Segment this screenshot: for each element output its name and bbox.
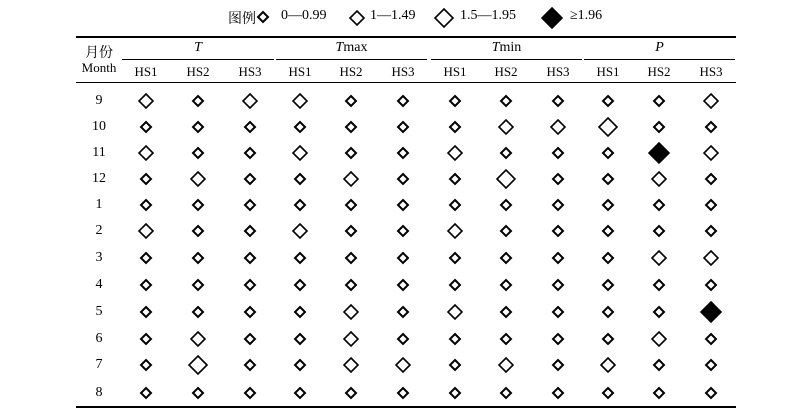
diamond-marker-low (430, 114, 480, 140)
diamond-marker-low (275, 114, 325, 140)
diamond-marker-low (686, 166, 736, 192)
month-label: 1 (95, 197, 103, 212)
diamond-marker-low (173, 218, 223, 244)
diamond-marker-medium (481, 114, 531, 140)
diamond-marker-low (686, 380, 736, 406)
diamond-marker-medium (173, 326, 223, 352)
diamond-marker-low (173, 140, 223, 166)
diamond-marker-medium (686, 245, 736, 271)
diamond-marker-low (225, 380, 275, 406)
group-header-tmax: Tmax (335, 40, 368, 55)
diamond-marker-medium (634, 166, 684, 192)
diamond-marker-low (481, 218, 531, 244)
diamond-marker-low (634, 272, 684, 298)
diamond-marker-low (533, 245, 583, 271)
legend-label-level-3: ≥1.96 (570, 8, 603, 23)
group-header-tmin: Tmin (491, 40, 522, 55)
diamond-marker-low (533, 299, 583, 325)
diamond-marker-low (275, 245, 325, 271)
group-header-t: T (194, 40, 202, 55)
diamond-marker-medium (173, 166, 223, 192)
sub-header-hs3: HS3 (391, 64, 415, 79)
diamond-marker-low (378, 380, 428, 406)
diamond-marker-low (430, 380, 480, 406)
diamond-marker-low (634, 192, 684, 218)
diamond-marker-medium (481, 352, 531, 378)
diamond-marker-medium (326, 326, 376, 352)
diamond-marker-low (378, 326, 428, 352)
diamond-marker-low (634, 380, 684, 406)
diamond-marker-low (533, 326, 583, 352)
legend-label-level-2: 1.5—1.95 (460, 8, 516, 23)
diamond-marker-low (225, 192, 275, 218)
table-bottom-rule (76, 406, 736, 408)
diamond-marker-medium (121, 218, 171, 244)
diamond-marker-low (121, 299, 171, 325)
diamond-marker-low (378, 245, 428, 271)
diamond-marker-low (481, 192, 531, 218)
diamond-marker-medium (686, 88, 736, 114)
diamond-marker-low (430, 192, 480, 218)
group-header-p: P (655, 40, 664, 55)
diamond-marker-low (481, 88, 531, 114)
diamond-marker-medium (430, 140, 480, 166)
diamond-marker-low (225, 218, 275, 244)
month-label: 4 (95, 277, 103, 292)
diamond-marker-low (378, 192, 428, 218)
diamond-marker-low (533, 352, 583, 378)
diamond-marker-low (533, 192, 583, 218)
diamond-marker-low (430, 352, 480, 378)
month-label: 2 (95, 223, 103, 238)
diamond-marker-low (533, 272, 583, 298)
diamond-marker-low (173, 88, 223, 114)
diamond-marker-low (583, 299, 633, 325)
month-label: 3 (95, 250, 103, 265)
month-header-cn: 月份 (85, 46, 113, 61)
sub-header-hs1: HS1 (443, 64, 467, 79)
diamond-marker-medium (326, 299, 376, 325)
group-underline (122, 59, 274, 60)
diamond-marker-low (481, 299, 531, 325)
table-header-rule (76, 82, 736, 83)
diamond-marker-low (583, 245, 633, 271)
sub-header-hs3: HS3 (238, 64, 262, 79)
sub-header-hs1: HS1 (596, 64, 620, 79)
diamond-marker-low (430, 326, 480, 352)
diamond-marker-medium (430, 299, 480, 325)
diamond-marker-low (533, 140, 583, 166)
diamond-marker-low (275, 380, 325, 406)
diamond-marker-low (378, 272, 428, 298)
month-label: 10 (92, 119, 106, 134)
month-label: 6 (95, 331, 103, 346)
diamond-marker-low (686, 192, 736, 218)
diamond-marker-low (173, 192, 223, 218)
sub-header-hs1: HS1 (288, 64, 312, 79)
diamond-marker-low (225, 272, 275, 298)
diamond-marker-low (583, 380, 633, 406)
sub-header-hs3: HS3 (699, 64, 723, 79)
diamond-marker-medium (275, 218, 325, 244)
diamond-marker-low (430, 272, 480, 298)
sub-header-hs2: HS2 (186, 64, 210, 79)
diamond-marker-low (583, 218, 633, 244)
diamond-marker-low (173, 114, 223, 140)
month-header-en: Month (81, 60, 117, 75)
sub-header-hs2: HS2 (494, 64, 518, 79)
diamond-marker-low (481, 380, 531, 406)
diamond-marker-low (481, 245, 531, 271)
diamond-marker-medium (634, 326, 684, 352)
diamond-marker-low (481, 326, 531, 352)
diamond-marker-low (634, 114, 684, 140)
diamond-marker-significant (634, 140, 684, 166)
diamond-marker-low (378, 299, 428, 325)
diamond-marker-low (326, 380, 376, 406)
diamond-marker-low (686, 352, 736, 378)
diamond-marker-medium (225, 88, 275, 114)
diamond-marker-medium (121, 88, 171, 114)
diamond-marker-low (583, 140, 633, 166)
sub-header-hs2: HS2 (339, 64, 363, 79)
diamond-marker-low (225, 140, 275, 166)
diamond-marker-low (378, 114, 428, 140)
diamond-marker-low (430, 88, 480, 114)
diamond-marker-high (583, 114, 633, 140)
diamond-marker-medium (430, 218, 480, 244)
legend-title: 图例 (228, 11, 256, 27)
diamond-marker-low (583, 166, 633, 192)
diamond-marker-low (378, 218, 428, 244)
diamond-marker-low (275, 166, 325, 192)
diamond-marker-medium (533, 114, 583, 140)
diamond-marker-low (634, 299, 684, 325)
diamond-marker-high (481, 166, 531, 192)
diamond-marker-low (326, 88, 376, 114)
diamond-marker-low (583, 272, 633, 298)
diamond-marker-low (225, 114, 275, 140)
diamond-marker-low (225, 245, 275, 271)
month-label: 5 (95, 304, 103, 319)
diamond-marker-low (686, 272, 736, 298)
diamond-marker-low (225, 166, 275, 192)
diamond-marker-low (121, 352, 171, 378)
diamond-marker-medium (326, 352, 376, 378)
diamond-marker-low (430, 166, 480, 192)
diamond-marker-low (481, 272, 531, 298)
diamond-marker-low (533, 88, 583, 114)
diamond-marker-high (173, 352, 223, 378)
diamond-marker-low (583, 192, 633, 218)
diamond-marker-low (634, 352, 684, 378)
diamond-marker-low (430, 245, 480, 271)
diamond-marker-significant (686, 299, 736, 325)
diamond-marker-medium (634, 245, 684, 271)
diamond-marker-low (326, 272, 376, 298)
month-label: 7 (95, 357, 103, 372)
diamond-marker-low (326, 245, 376, 271)
diamond-marker-low (533, 380, 583, 406)
diamond-marker-medium (378, 352, 428, 378)
diamond-marker-low (378, 88, 428, 114)
group-underline (431, 59, 582, 60)
diamond-marker-medium (275, 140, 325, 166)
diamond-marker-low (326, 140, 376, 166)
diamond-marker-low (275, 272, 325, 298)
month-label: 8 (95, 385, 103, 400)
diamond-marker-low (121, 272, 171, 298)
diamond-marker-medium (275, 88, 325, 114)
diamond-marker-low (275, 352, 325, 378)
diamond-marker-low (275, 326, 325, 352)
diamond-marker-low (121, 326, 171, 352)
diamond-marker-medium (583, 352, 633, 378)
diamond-marker-low (326, 218, 376, 244)
month-label: 9 (95, 93, 103, 108)
diamond-marker-low (225, 326, 275, 352)
diamond-marker-low (634, 88, 684, 114)
sub-header-hs2: HS2 (647, 64, 671, 79)
diamond-marker-low (533, 218, 583, 244)
diamond-marker-low (121, 380, 171, 406)
month-label: 11 (92, 145, 106, 160)
table-top-rule (76, 36, 736, 38)
diamond-marker-low (121, 245, 171, 271)
diamond-marker-low (378, 140, 428, 166)
diamond-marker-medium (121, 140, 171, 166)
diamond-marker-low (634, 218, 684, 244)
diamond-marker-low (225, 352, 275, 378)
diamond-marker-low (121, 114, 171, 140)
diamond-marker-low (326, 114, 376, 140)
diamond-marker-low (275, 299, 325, 325)
group-underline (584, 59, 735, 60)
diamond-marker-medium (686, 140, 736, 166)
diamond-marker-low (173, 380, 223, 406)
diamond-marker-low (173, 299, 223, 325)
diamond-marker-low (121, 166, 171, 192)
diamond-marker-low (173, 272, 223, 298)
diamond-marker-low (583, 326, 633, 352)
diamond-marker-low (686, 326, 736, 352)
diamond-marker-low (378, 166, 428, 192)
month-label: 12 (92, 171, 106, 186)
legend-label-level-1: 1—1.49 (370, 8, 416, 23)
diamond-marker-low (275, 192, 325, 218)
diamond-marker-low (533, 166, 583, 192)
diamond-marker-low (225, 299, 275, 325)
diamond-marker-medium (326, 166, 376, 192)
diamond-marker-low (481, 140, 531, 166)
legend-label-level-0: 0—0.99 (281, 8, 327, 23)
diamond-marker-low (686, 218, 736, 244)
sub-header-hs3: HS3 (546, 64, 570, 79)
diamond-marker-low (326, 192, 376, 218)
sub-header-hs1: HS1 (134, 64, 158, 79)
diamond-marker-low (173, 245, 223, 271)
diamond-marker-low (686, 114, 736, 140)
diamond-marker-low (583, 88, 633, 114)
diamond-marker-low (121, 192, 171, 218)
group-underline (276, 59, 427, 60)
